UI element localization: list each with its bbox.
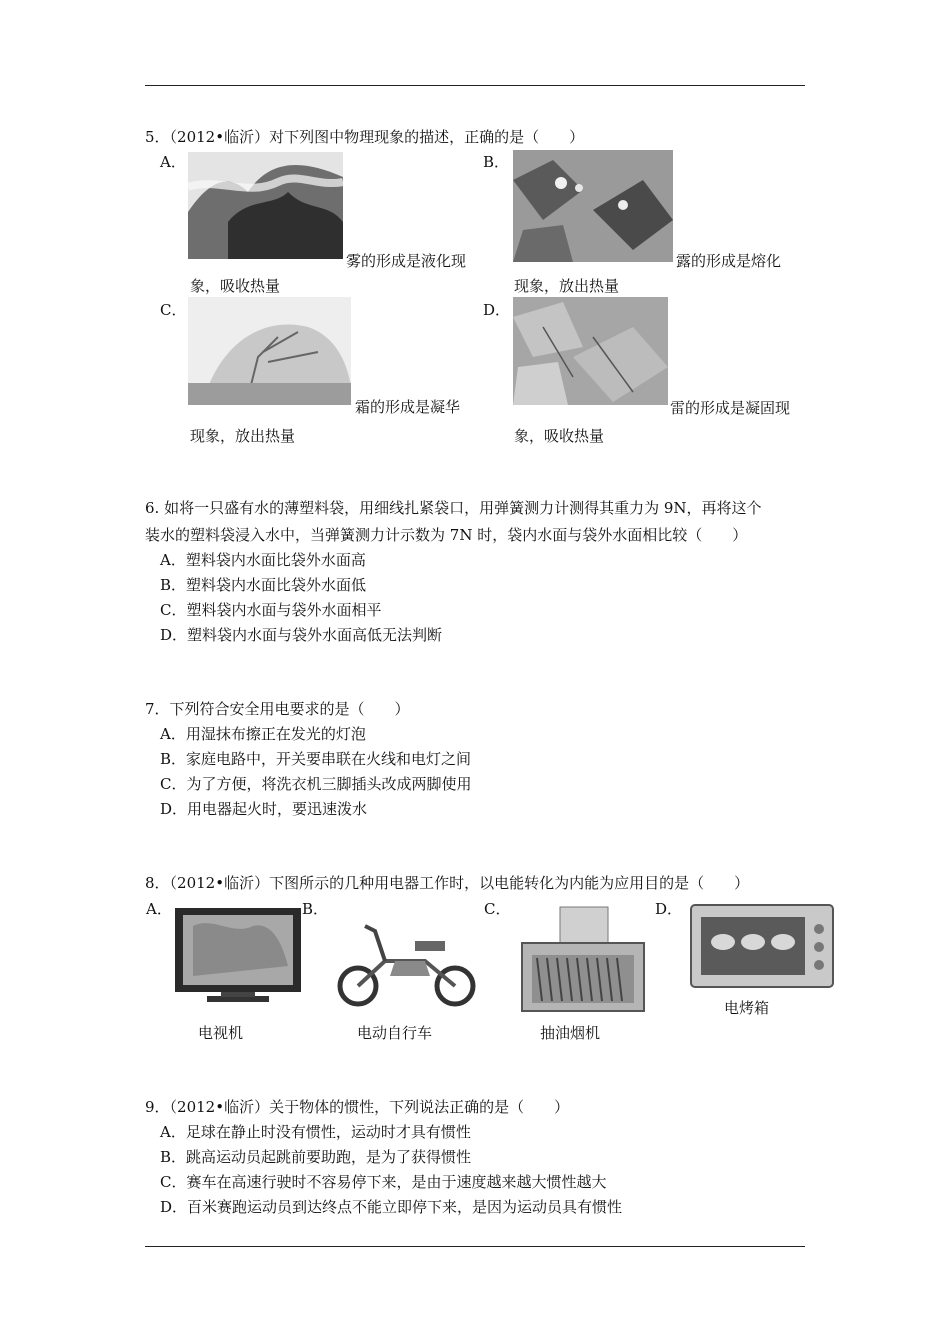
tv-photo [173, 906, 303, 1010]
q5-option-d-letter: D． [483, 301, 511, 319]
frost-leaves-photo [513, 297, 668, 405]
fog-photo [188, 152, 343, 259]
q8-option-b-letter: B． [302, 900, 329, 918]
q9-option-c: C．赛车在高速行驶时不容易停下来，是由于速度越来越大惯性越大 [160, 1173, 607, 1191]
range-hood-photo [512, 903, 654, 1015]
q5-option-b-letter: B． [483, 153, 510, 171]
q5-option-a-text2: 象，吸收热量 [190, 277, 281, 295]
q5-option-b-text1: 露的形成是熔化 [676, 252, 782, 270]
dew-photo [513, 150, 673, 262]
q5-option-a-text1: 雾的形成是液化现 [346, 252, 467, 270]
q8-option-d-letter: D． [655, 900, 683, 918]
oven-photo [683, 897, 841, 995]
q5-option-c-letter: C． [160, 301, 187, 319]
frost-tree-photo [188, 297, 351, 405]
e-bike-photo [330, 906, 485, 1012]
q6-option-a: A．塑料袋内水面比袋外水面高 [160, 551, 366, 569]
q6-stem-line2: 装水的塑料袋浸入水中，当弹簧测力计示数为 7N 时，袋内水面与袋外水面相比较（ ） [145, 526, 748, 544]
q5-option-c-text1: 霜的形成是凝华 [355, 398, 461, 416]
q8-caption-d: 电烤箱 [724, 999, 770, 1017]
q6-option-b: B．塑料袋内水面比袋外水面低 [160, 576, 367, 594]
q5-option-d-text1: 雷的形成是凝固现 [670, 399, 791, 417]
q9-option-a: A．足球在静止时没有惯性，运动时才具有惯性 [160, 1123, 471, 1141]
q8-caption-c: 抽油烟机 [540, 1024, 601, 1042]
q5-stem: 5．（2012•临沂）对下列图中物理现象的描述，正确的是（ ） [145, 128, 585, 146]
q8-option-c-letter: C． [484, 900, 511, 918]
q5-option-a-letter: A． [160, 153, 186, 171]
q7-option-a: A．用湿抹布擦正在发光的灯泡 [160, 725, 366, 743]
q6-option-d: D．塑料袋内水面与袋外水面高低无法判断 [160, 626, 443, 644]
q9-stem: 9．（2012•临沂）关于物体的惯性，下列说法正确的是（ ） [145, 1098, 570, 1116]
q7-option-b: B．家庭电路中，开关要串联在火线和电灯之间 [160, 750, 472, 768]
q8-stem: 8．（2012•临沂）下图所示的几种用电器工作时，以电能转化为内能为应用目的是（ ） [145, 874, 750, 892]
q9-option-b: B．跳高运动员起跳前要助跑，是为了获得惯性 [160, 1148, 472, 1166]
q6-option-c: C．塑料袋内水面与袋外水面相平 [160, 601, 382, 619]
q7-stem: 7．下列符合安全用电要求的是（ ） [145, 700, 410, 718]
q5-option-b-text2: 现象，放出热量 [514, 277, 620, 295]
q7-option-d: D．用电器起火时，要迅速泼水 [160, 800, 368, 818]
q6-stem-line1: 6. 如将一只盛有水的薄塑料袋，用细线扎紧袋口，用弹簧测力计测得其重力为 9N，再将这个 [145, 499, 762, 517]
q8-caption-a: 电视机 [198, 1024, 244, 1042]
footer-rule [145, 1246, 805, 1247]
q8-option-a-letter: A． [146, 900, 172, 918]
q9-option-d: D．百米赛跑运动员到达终点不能立即停下来，是因为运动员具有惯性 [160, 1198, 623, 1216]
header-rule [145, 85, 805, 86]
q7-option-c: C．为了方便，将洗衣机三脚插头改成两脚使用 [160, 775, 472, 793]
q8-caption-b: 电动自行车 [357, 1024, 433, 1042]
q5-option-c-text2: 现象，放出热量 [190, 427, 296, 445]
q5-option-d-text2: 象，吸收热量 [514, 427, 605, 445]
